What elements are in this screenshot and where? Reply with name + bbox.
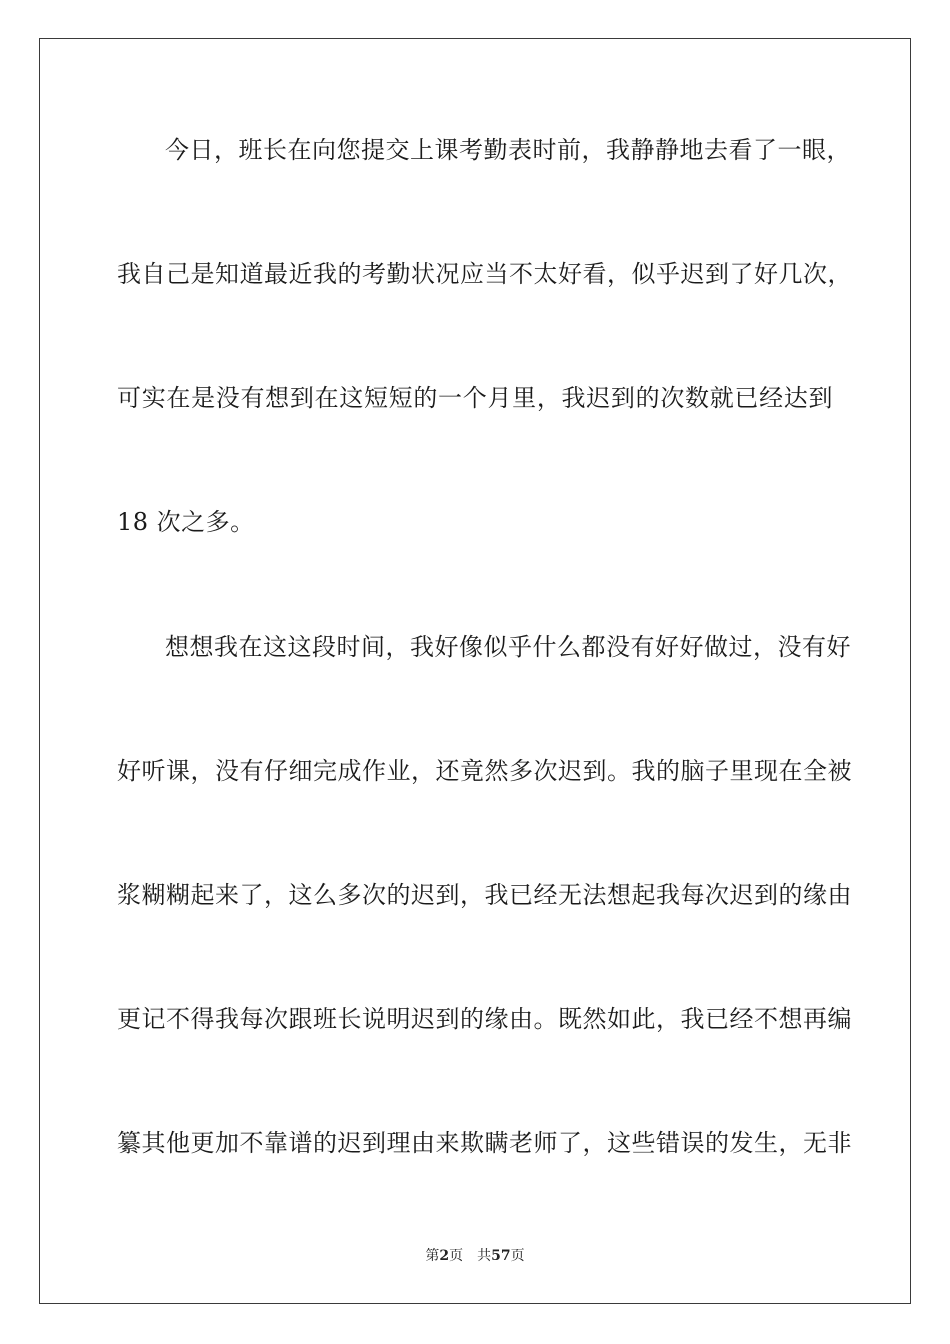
paragraph-2-line-1: 想想我在这这段时间，我好像似乎什么都没有好好做过，没有好 (165, 633, 851, 661)
page-total: 57 (491, 1248, 511, 1264)
paragraph-1-line-1: 今日，班长在向您提交上课考勤表时前，我静静地去看了一眼， (165, 136, 851, 164)
paragraph-2-line-5: 纂其他更加不靠谱的迟到理由来欺瞒老师了，这些错误的发生，无非 (117, 1129, 852, 1157)
paragraph-2-line-4: 更记不得我每次跟班长说明迟到的缘由。既然如此，我已经不想再编 (117, 1005, 852, 1033)
total-suffix: 页 (510, 1248, 525, 1264)
page-prefix: 第 (425, 1248, 440, 1264)
paragraph-1-line-2: 我自己是知道最近我的考勤状况应当不太好看，似乎迟到了好几次， (117, 260, 852, 288)
paragraph-2-line-3: 浆糊糊起来了，这么多次的迟到，我已经无法想起我每次迟到的缘由 (117, 881, 852, 909)
page-suffix: 页 (449, 1248, 464, 1264)
page-footer (0, 1247, 950, 1265)
paragraph-1-line-3: 可实在是没有想到在这短短的一个月里，我迟到的次数就已经达到 (117, 384, 833, 412)
page-current: 2 (439, 1248, 450, 1264)
paragraph-2-line-2: 好听课，没有仔细完成作业，还竟然多次迟到。我的脑子里现在全被 (117, 757, 852, 785)
paragraph-1-line-4: 18 次之多。 (117, 508, 255, 536)
total-prefix: 共 (477, 1248, 492, 1264)
page-border (39, 38, 911, 1304)
